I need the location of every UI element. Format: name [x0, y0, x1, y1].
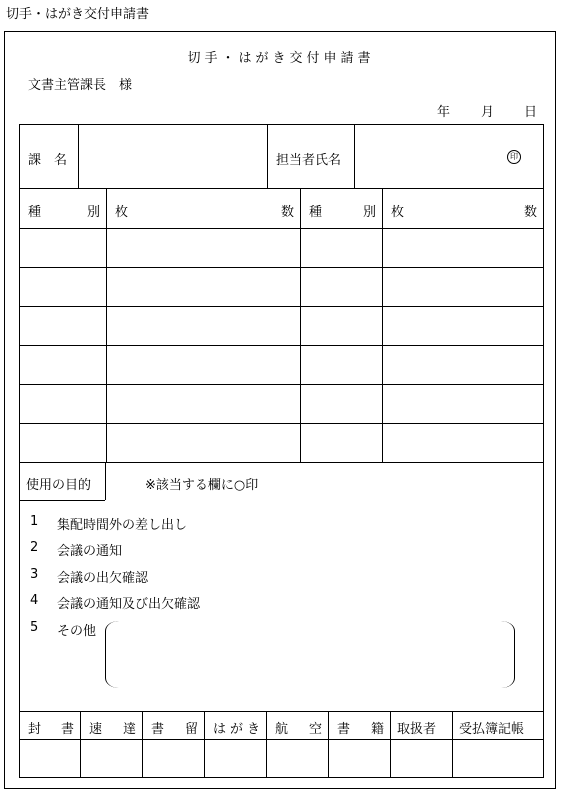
- purpose-note: ※該当する欄に○印: [145, 478, 259, 493]
- header-handler: 取扱者: [397, 722, 437, 737]
- col-divider: [267, 124, 268, 188]
- count-char-1: 枚: [391, 205, 405, 220]
- header-char: 航: [275, 722, 289, 737]
- header-char: 書: [60, 722, 74, 737]
- header-registered: [151, 718, 198, 737]
- purpose-item-text: その他: [57, 624, 97, 639]
- header-char: 書: [151, 722, 165, 737]
- count-char-2: 数: [280, 205, 294, 220]
- kind-char-1: 種: [309, 205, 323, 220]
- col-divider: [382, 188, 383, 462]
- header-char: 籍: [370, 722, 384, 737]
- header-char: 達: [122, 722, 136, 737]
- addressee: 文書主管課長 様: [28, 78, 133, 93]
- date-year-label: 年: [437, 105, 451, 120]
- purpose-item-number: 2: [30, 540, 39, 555]
- other-right-bracket: [501, 621, 515, 688]
- other-left-bracket: [105, 621, 119, 688]
- document-header-title: 切手・はがき交付申請書: [6, 7, 150, 22]
- col-divider: [142, 711, 143, 778]
- kind-header-left: [28, 201, 100, 220]
- purpose-item-number: 5: [30, 620, 39, 635]
- section-label: 課 名: [28, 153, 68, 168]
- header-char: は: [213, 722, 227, 737]
- col-divider: [452, 711, 453, 778]
- purpose-item-text: 集配時間外の差し出し: [57, 518, 188, 533]
- row-divider: [19, 345, 544, 346]
- col-divider: [390, 711, 391, 778]
- header-char: 速: [89, 722, 103, 737]
- form-title: 切手・はがき交付申請書: [187, 51, 375, 66]
- date-day-label: 日: [524, 105, 538, 120]
- header-char: 留: [184, 722, 198, 737]
- person-name-label: 担当者氏名: [276, 153, 342, 168]
- kind-header-right: [309, 201, 376, 220]
- count-header-right: [391, 201, 537, 220]
- kind-char-2: 別: [362, 205, 376, 220]
- header-char: 書: [337, 722, 351, 737]
- row-divider: [19, 739, 544, 740]
- col-divider: [328, 711, 329, 778]
- col-divider: [78, 124, 79, 188]
- header-sealed-letter: [28, 718, 74, 737]
- purpose-item-text: 会議の通知: [57, 544, 123, 559]
- kind-char-1: 種: [28, 205, 42, 220]
- row-divider: [19, 711, 544, 712]
- count-char-1: 枚: [115, 205, 129, 220]
- header-books: [337, 718, 384, 737]
- purpose-item-number: 1: [30, 514, 39, 529]
- kind-char-2: 別: [86, 205, 100, 220]
- header-airmail: [275, 718, 322, 737]
- purpose-item-number: 4: [30, 593, 39, 608]
- purpose-label-border: [105, 462, 106, 500]
- header-express: [89, 718, 136, 737]
- purpose-item-text: 会議の出欠確認: [57, 571, 149, 586]
- count-char-2: 数: [523, 205, 537, 220]
- header-char: が: [229, 722, 243, 737]
- purpose-label: 使用の目的: [26, 478, 92, 493]
- application-table: [19, 124, 544, 778]
- row-divider: [19, 228, 544, 229]
- col-divider: [80, 711, 81, 778]
- date-month-label: 月: [481, 105, 495, 120]
- row-divider: [19, 384, 544, 385]
- seal-mark: 印: [507, 150, 521, 164]
- col-divider: [204, 711, 205, 778]
- row-divider: [19, 267, 544, 268]
- header-postcard: [213, 718, 260, 737]
- purpose-label-divider: [19, 500, 105, 501]
- header-char: 封: [28, 722, 42, 737]
- header-ledger-entry: 受払簿記帳: [459, 722, 525, 737]
- purpose-item-text: 会議の通知及び出欠確認: [57, 597, 201, 612]
- col-divider: [300, 188, 301, 462]
- row-divider: [19, 423, 544, 424]
- col-divider: [106, 188, 107, 462]
- purpose-item-number: 3: [30, 567, 39, 582]
- col-divider: [266, 711, 267, 778]
- count-header-left: [115, 201, 294, 220]
- header-char: 空: [308, 722, 322, 737]
- col-divider: [354, 124, 355, 188]
- row-divider: [19, 462, 544, 463]
- row-divider: [19, 306, 544, 307]
- row-divider: [19, 188, 544, 189]
- header-char: き: [246, 722, 260, 737]
